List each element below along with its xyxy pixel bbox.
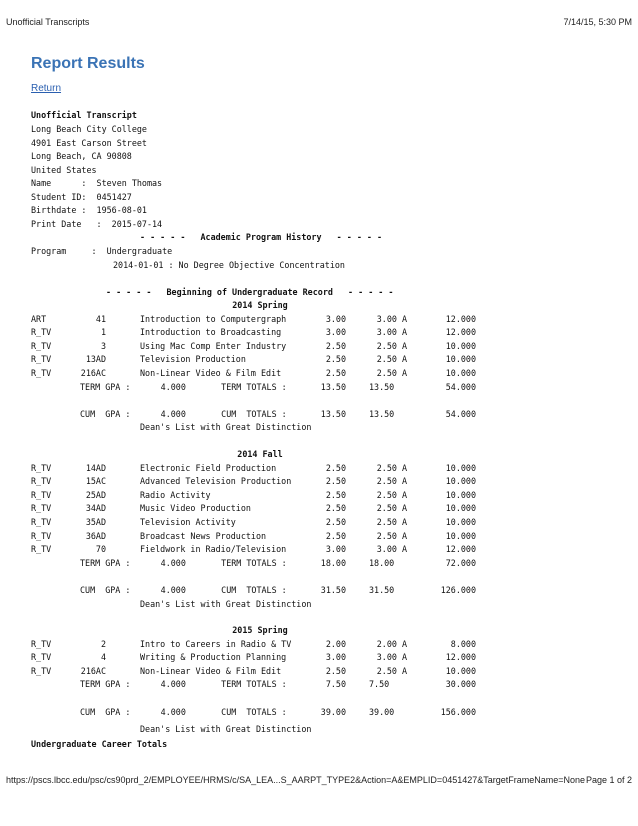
- course-earned-grade: 2.50 A: [376, 340, 407, 351]
- course-points: 8.000: [450, 638, 476, 649]
- course-number: 3: [100, 340, 106, 351]
- term-attempted: 18.00: [320, 557, 346, 568]
- course-number: 25AD: [85, 489, 106, 500]
- course-attempted: 3.00: [325, 313, 346, 324]
- browser-header-datetime: 7/14/15, 5:30 PM: [563, 17, 632, 27]
- page-title: Report Results: [31, 55, 145, 72]
- address-line: Long Beach City College: [31, 124, 147, 134]
- print-date: Print Date : 2015-07-14: [31, 219, 163, 229]
- course-number: 36AD: [85, 530, 106, 541]
- course-subject: R_TV: [31, 489, 52, 500]
- course-attempted: 2.50: [325, 354, 346, 365]
- course-earned-grade: 2.50 A: [376, 368, 407, 378]
- course-subject: R_TV: [31, 503, 52, 514]
- cum-attempted: 13.50: [320, 408, 346, 419]
- honor-text: Dean's List with Great Distinction: [140, 723, 312, 734]
- course-attempted: 2.50: [325, 368, 346, 378]
- cum-points: 54.000: [445, 408, 476, 419]
- course-attempted: 2.50: [325, 476, 346, 487]
- cum-points: 156.000: [440, 706, 476, 717]
- career-totals-heading: Undergraduate Career Totals: [31, 739, 168, 749]
- course-subject: R_TV: [31, 476, 52, 487]
- term-earned: 7.50: [369, 679, 390, 690]
- course-number: 2: [100, 638, 106, 649]
- course-attempted: 2.50: [325, 665, 346, 676]
- cum-gpa-label: CUM GPA : 4.000 CUM TOTALS :: [80, 585, 287, 595]
- course-title: Introduction to Computergraph: [140, 313, 287, 324]
- course-attempted: 2.50: [325, 340, 346, 351]
- transcript-heading: Unofficial Transcript: [31, 110, 137, 120]
- record-heading: - - - - - Beginning of Undergraduate Record - - - - -: [106, 287, 394, 297]
- course-earned-grade: 2.50 A: [376, 476, 407, 487]
- cum-earned: 31.50: [369, 585, 395, 595]
- course-subject: R_TV: [31, 462, 52, 473]
- course-attempted: 3.00: [325, 652, 346, 663]
- course-number: 216AC: [80, 368, 106, 378]
- term-points: 54.000: [445, 381, 476, 392]
- cum-attempted: 39.00: [320, 706, 346, 717]
- course-attempted: 2.50: [325, 462, 346, 473]
- course-subject: R_TV: [31, 368, 52, 378]
- cum-gpa-label: CUM GPA : 4.000 CUM TOTALS :: [80, 706, 287, 717]
- cum-earned: 39.00: [369, 706, 395, 717]
- course-title: Television Activity: [140, 517, 236, 527]
- return-link[interactable]: Return: [31, 83, 62, 94]
- course-attempted: 3.00: [325, 327, 346, 338]
- cum-points: 126.000: [440, 585, 476, 595]
- course-earned-grade: 3.00 A: [376, 327, 407, 338]
- honor-text: Dean's List with Great Distinction: [140, 422, 312, 433]
- course-subject: ART: [31, 313, 47, 324]
- term-name: 2015 Spring: [232, 625, 288, 635]
- term-gpa-label: TERM GPA : 4.000 TERM TOTALS :: [80, 679, 287, 690]
- course-earned-grade: 2.50 A: [376, 665, 407, 676]
- student-id: Student ID: 0451427: [31, 192, 132, 202]
- term-points: 30.000: [445, 679, 476, 690]
- student-name: Name : Steven Thomas: [31, 178, 163, 188]
- address-line: United States: [31, 165, 97, 175]
- course-title: Writing & Production Planning: [140, 652, 287, 663]
- course-title: Intro to Careers in Radio & TV: [140, 638, 292, 649]
- course-attempted: 2.50: [325, 503, 346, 514]
- cum-earned: 13.50: [369, 408, 395, 419]
- course-number: 35AD: [85, 517, 106, 527]
- course-points: 12.000: [445, 327, 476, 338]
- browser-footer-page: Page 1 of 2: [585, 775, 632, 785]
- course-title: Non-Linear Video & Film Edit: [140, 665, 282, 676]
- course-points: 10.000: [445, 462, 476, 473]
- birthdate: Birthdate : 1956-08-01: [31, 205, 147, 215]
- course-number: 34AD: [85, 503, 106, 514]
- course-points: 12.000: [445, 652, 476, 663]
- course-number: 4: [100, 652, 106, 663]
- course-points: 10.000: [445, 530, 476, 541]
- course-subject: R_TV: [31, 327, 52, 338]
- course-points: 10.000: [445, 503, 476, 514]
- browser-header-title: Unofficial Transcripts: [6, 17, 90, 27]
- term-gpa-label: TERM GPA : 4.000 TERM TOTALS :: [80, 557, 287, 568]
- term-earned: 18.00: [369, 557, 395, 568]
- course-title: Non-Linear Video & Film Edit: [140, 368, 282, 378]
- course-number: 13AD: [85, 354, 106, 365]
- course-points: 12.000: [445, 313, 476, 324]
- course-points: 10.000: [445, 665, 476, 676]
- course-attempted: 2.50: [325, 530, 346, 541]
- course-title: Electronic Field Production: [140, 462, 277, 473]
- course-points: 10.000: [445, 340, 476, 351]
- term-earned: 13.50: [369, 381, 395, 392]
- course-earned-grade: 3.00 A: [376, 652, 407, 663]
- course-subject: R_TV: [31, 354, 52, 365]
- course-subject: R_TV: [31, 638, 52, 649]
- course-points: 12.000: [445, 544, 476, 555]
- course-title: Introduction to Broadcasting: [140, 327, 282, 338]
- course-number: 41: [95, 313, 106, 324]
- course-earned-grade: 2.50 A: [376, 354, 407, 365]
- course-earned-grade: 2.00 A: [376, 638, 407, 649]
- course-points: 10.000: [445, 368, 476, 378]
- course-points: 10.000: [445, 489, 476, 500]
- course-subject: R_TV: [31, 652, 52, 663]
- course-number: 216AC: [80, 665, 106, 676]
- term-name: 2014 Spring: [232, 300, 288, 310]
- term-gpa-label: TERM GPA : 4.000 TERM TOTALS :: [80, 381, 287, 392]
- course-title: Using Mac Comp Enter Industry: [140, 340, 287, 351]
- term-attempted: 7.50: [325, 679, 346, 690]
- course-earned-grade: 2.50 A: [376, 489, 407, 500]
- course-attempted: 2.50: [325, 517, 346, 527]
- course-subject: R_TV: [31, 340, 52, 351]
- course-title: Music Video Production: [140, 503, 251, 514]
- course-number: 1: [100, 327, 106, 338]
- course-earned-grade: 3.00 A: [376, 313, 407, 324]
- course-title: Broadcast News Production: [140, 530, 267, 541]
- course-earned-grade: 2.50 A: [376, 530, 407, 541]
- browser-footer-url: https://pscs.lbcc.edu/psc/cs90prd_2/EMPLOYEE/HRMS/c/SA_LEA...S_AARPT_TYPE2&Action=A&EMPLID=0451427&TargetFrameName=None: [6, 775, 586, 785]
- term-name: 2014 Fall: [237, 449, 283, 459]
- course-number: 15AC: [85, 476, 106, 487]
- address-line: 4901 East Carson Street: [31, 138, 147, 148]
- course-number: 14AD: [85, 462, 106, 473]
- course-earned-grade: 2.50 A: [376, 503, 407, 514]
- course-number: 70: [95, 544, 106, 555]
- cum-gpa-label: CUM GPA : 4.000 CUM TOTALS :: [80, 408, 287, 419]
- program-history-heading: - - - - - Academic Program History - - - - -: [140, 232, 383, 242]
- course-points: 10.000: [445, 476, 476, 487]
- course-attempted: 3.00: [325, 544, 346, 555]
- course-subject: R_TV: [31, 544, 52, 555]
- honor-text: Dean's List with Great Distinction: [140, 598, 312, 609]
- course-points: 10.000: [445, 354, 476, 365]
- address-line: Long Beach, CA 90808: [31, 151, 132, 161]
- course-subject: R_TV: [31, 517, 52, 527]
- course-attempted: 2.00: [325, 638, 346, 649]
- course-points: 10.000: [445, 517, 476, 527]
- course-title: Radio Activity: [140, 489, 211, 500]
- term-points: 72.000: [445, 557, 476, 568]
- course-earned-grade: 2.50 A: [376, 517, 407, 527]
- course-title: Fieldwork in Radio/Television: [140, 544, 287, 555]
- term-attempted: 13.50: [320, 381, 346, 392]
- course-subject: R_TV: [31, 665, 52, 676]
- course-earned-grade: 3.00 A: [376, 544, 407, 555]
- course-title: Advanced Television Production: [140, 476, 292, 487]
- course-attempted: 2.50: [325, 489, 346, 500]
- cum-attempted: 31.50: [320, 585, 346, 595]
- program: Program : Undergraduate: [31, 246, 173, 256]
- course-earned-grade: 2.50 A: [376, 462, 407, 473]
- course-title: Television Production: [140, 354, 246, 365]
- course-subject: R_TV: [31, 530, 52, 541]
- program-detail: 2014-01-01 : No Degree Objective Concentration: [113, 260, 345, 270]
